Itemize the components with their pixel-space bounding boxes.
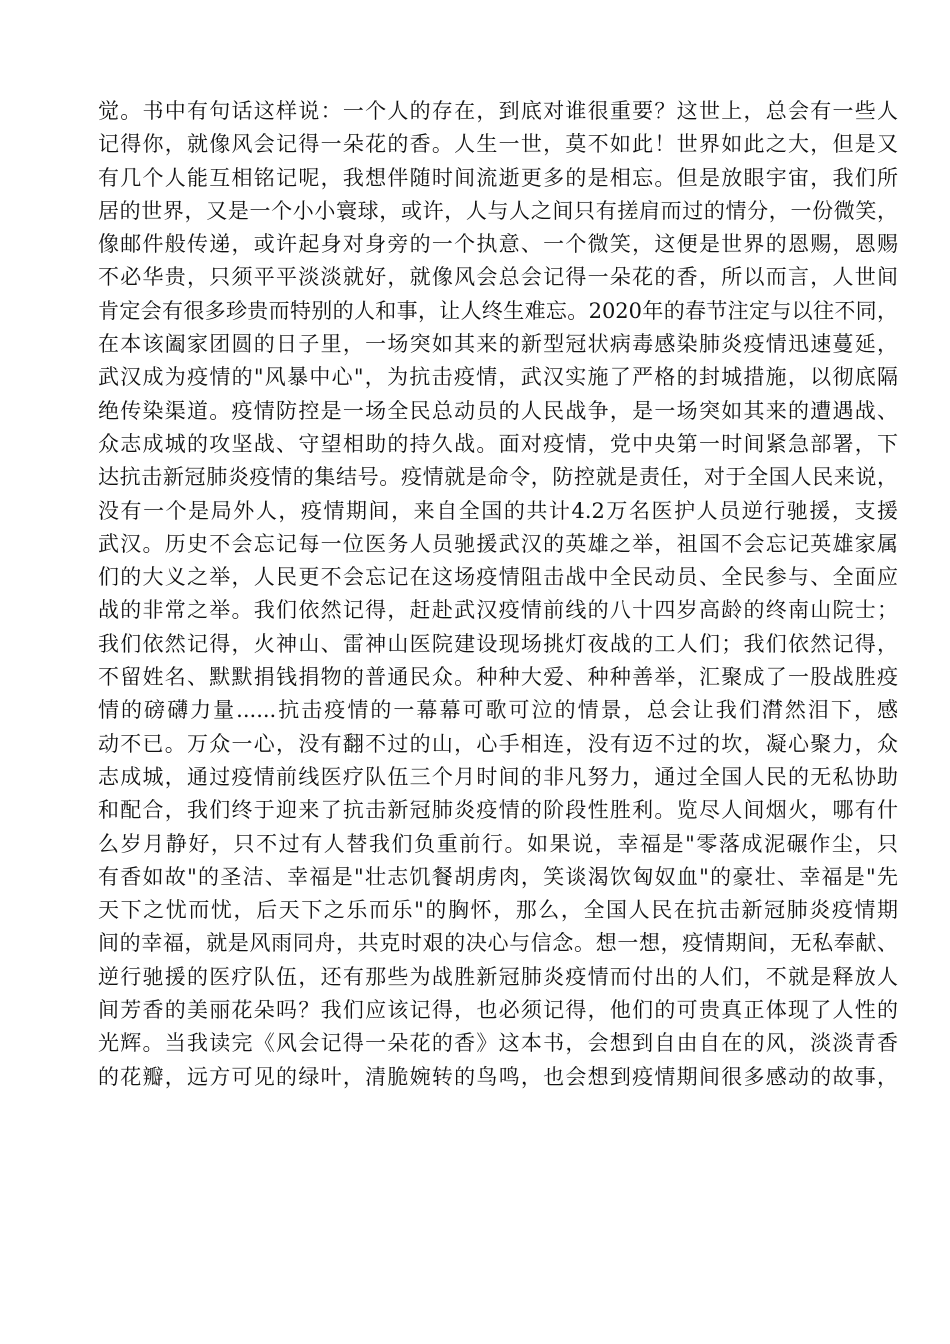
- text-line-12: 达抗击新冠肺炎疫情的集结号。疫情就是命令，防控就是责任，对于全国人民来说，: [98, 465, 898, 490]
- text-line-20: 动不已。万众一心，没有翻不过的山，心手相连，没有迈不过的坎，凝心聚力，众: [98, 731, 898, 756]
- text-line-4: 居的世界，又是一个小小寰球，或许，人与人之间只有搓肩而过的情分，一份微笑，: [98, 198, 898, 223]
- text-line-24: 有香如故"的圣洁、幸福是"壮志饥餐胡虏肉，笑谈渴饮匈奴血"的豪壮、幸福是"先: [98, 864, 898, 889]
- text-line-5: 像邮件般传递，或许起身对身旁的一个执意、一个微笑，这便是世界的恩赐，恩赐: [98, 232, 898, 257]
- text-line-10: 绝传染渠道。疫情防控是一场全民总动员的人民战争，是一场突如其来的遭遇战、: [98, 398, 898, 423]
- text-line-21: 志成城，通过疫情前线医疗队伍三个月时间的非凡努力，通过全国人民的无私协助: [98, 764, 898, 789]
- text-line-18: 不留姓名、默默捐钱捐物的普通民众。种种大爱、种种善举，汇聚成了一股战胜疫: [98, 665, 898, 690]
- text-line-19: 情的磅礴力量......抗击疫情的一幕幕可歌可泣的情景，总会让我们潸然泪下，感: [98, 698, 898, 723]
- essay-body-text: [98, 95, 898, 1094]
- text-line-28: 间芳香的美丽花朵吗？我们应该记得，也必须记得，他们的可贵真正体现了人性的: [98, 998, 898, 1023]
- text-line-23: 么岁月静好，只不过有人替我们负重前行。如果说，幸福是"零落成泥碾作尘，只: [98, 831, 898, 856]
- text-line-7: 肯定会有很多珍贵而特别的人和事，让人终生难忘。2020年的春节注定与以往不同，: [98, 298, 898, 323]
- text-line-9: 武汉成为疫情的"风暴中心"，为抗击疫情，武汉实施了严格的封城措施，以彻底隔: [98, 365, 898, 390]
- text-line-1: 觉。书中有句话这样说：一个人的存在，到底对谁很重要？这世上，总会有一些人: [98, 99, 898, 123]
- text-line-25: 天下之忧而忧，后天下之乐而乐"的胸怀，那么，全国人民在抗击新冠肺炎疫情期: [98, 898, 898, 923]
- text-line-30: 的花瓣，远方可见的绿叶，清脆婉转的鸟鸣，也会想到疫情期间很多感动的故事，: [98, 1064, 898, 1089]
- text-line-2: 记得你，就像风会记得一朵花的香。人生一世，莫不如此！世界如此之大，但是又: [98, 132, 898, 157]
- text-line-14: 武汉。历史不会忘记每一位医务人员驰援武汉的英雄之举，祖国不会忘记英雄家属: [98, 531, 898, 556]
- text-line-6: 不必华贵，只须平平淡淡就好，就像风会总会记得一朵花的香，所以而言，人世间: [98, 265, 898, 290]
- text-line-29: 光辉。当我读完《风会记得一朵花的香》这本书，会想到自由自在的风，淡淡青香: [98, 1031, 898, 1056]
- text-line-11: 众志成城的攻坚战、守望相助的持久战。面对疫情，党中央第一时间紧急部署，下: [98, 431, 898, 456]
- text-line-17: 我们依然记得，火神山、雷神山医院建设现场挑灯夜战的工人们；我们依然记得，: [98, 631, 898, 656]
- text-line-8: 在本该阖家团圆的日子里，一场突如其来的新型冠状病毒感染肺炎疫情迅速蔓延，: [98, 332, 898, 357]
- text-line-13: 没有一个是局外人，疫情期间，来自全国的共计4.2万名医护人员逆行驰援，支援: [98, 498, 898, 523]
- text-line-26: 间的幸福，就是风雨同舟，共克时艰的决心与信念。想一想，疫情期间，无私奉献、: [98, 931, 898, 956]
- text-line-3: 有几个人能互相铭记呢，我想伴随时间流逝更多的是相忘。但是放眼宇宙，我们所: [98, 165, 898, 190]
- text-line-22: 和配合，我们终于迎来了抗击新冠肺炎疫情的阶段性胜利。览尽人间烟火，哪有什: [98, 798, 898, 823]
- text-line-16: 战的非常之举。我们依然记得，赶赴武汉疫情前线的八十四岁高龄的终南山院士；: [98, 598, 898, 623]
- text-line-15: 们的大义之举，人民更不会忘记在这场疫情阻击战中全民动员、全民参与、全面应: [98, 565, 898, 590]
- text-line-27: 逆行驰援的医疗队伍，还有那些为战胜新冠肺炎疫情而付出的人们，不就是释放人: [98, 964, 898, 989]
